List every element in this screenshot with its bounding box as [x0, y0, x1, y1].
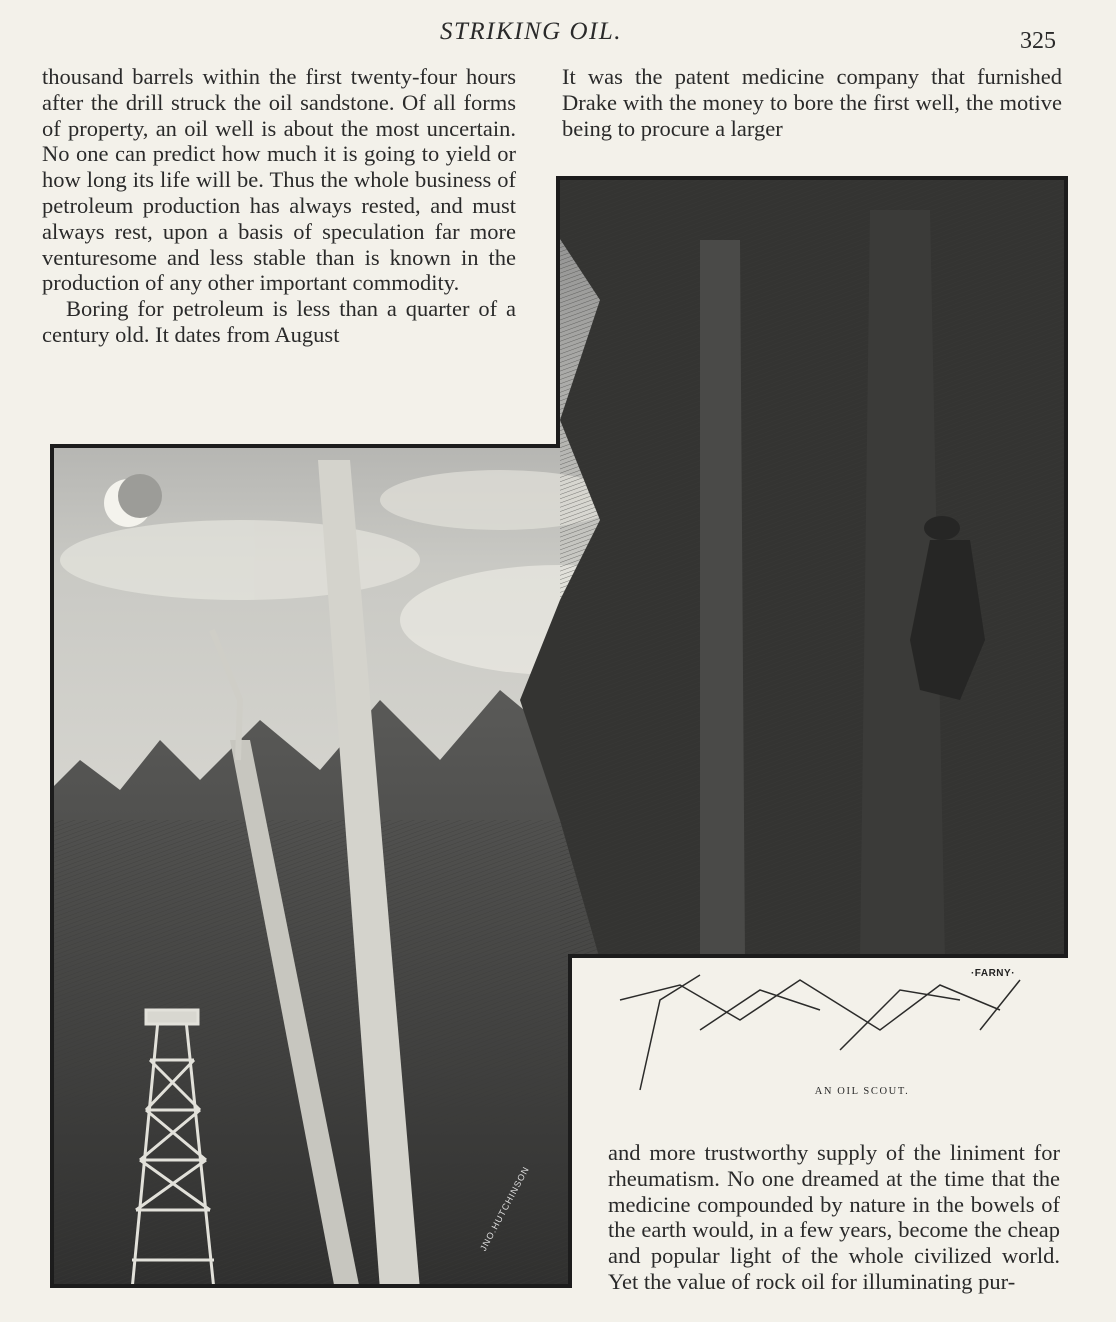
running-title: STRIKING OIL.	[440, 18, 623, 45]
paragraph: and more trustworthy supply of the liniment for rheumatism. No one dreamed at the time that the medicine compounded by nature in the bowels of the earth would, in a few years, become the cheap and popular light of the whole civilized world. Yet the value of rock oil for illuminating pur-	[608, 1140, 1060, 1294]
paragraph: Boring for petroleum is less than a quarter of a century old. It dates from August	[42, 296, 516, 347]
paragraph: thousand barrels within the first twenty-four hours after the drill struck the oil sandstone. Of all forms of property, an oil well is about the most uncertain. No one can predict how much it is going to yield or how long its life will be. Thus the whole business of petroleum production has always rested, and must always rest, upon a basis of speculation far more venturesome and less stable than is known in the production of any other important commodity.	[42, 64, 516, 296]
right-column-text-bottom	[608, 1140, 1060, 1295]
underbrush	[620, 975, 1020, 1090]
engraver-signature: JNO.HUTCHINSON	[478, 1164, 532, 1253]
tree-trunk	[700, 240, 745, 960]
paragraph: It was the patent medicine company that furnished Drake with the money to bore the first well, the motive being to procure a larger	[562, 64, 1062, 141]
page-number: 325	[1020, 28, 1056, 54]
artist-signature: ·FARNY·	[970, 968, 1016, 979]
illustration-caption: AN OIL SCOUT.	[814, 1086, 910, 1097]
